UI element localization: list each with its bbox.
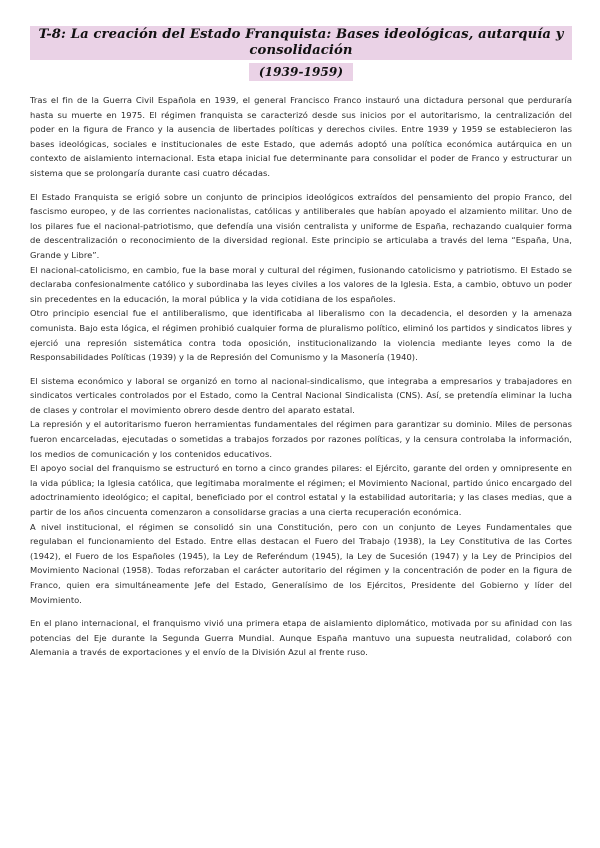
paragraph-apoyo-social: El apoyo social del franquismo se estructuró en torno a cinco grandes pilares: el Ejército, garante del orden y omnipresente en la vida pública; la Iglesia católica, que legitimaba moralmente el régimen; el Movimiento Nacional, partido único encargado del adoctrinamiento ideológico; el capital, beneficiado por el control estatal y la estabilidad autoritaria; y las clases medias, que a partir de los años cincuenta comenzaron a consolidarse gracias a una cierta recuperación económica. (30, 463, 572, 518)
document-subtitle-dates: (1939-1959) (249, 63, 353, 81)
paragraph-institucional: A nivel institucional, el régimen se consolidó sin una Constitución, pero con un conjunto de Leyes Fundamentales que regulaban el funcionamiento del Estado. Entre ellas destacan el Fuero del Trabajo (1938), la Ley Constitutiva de las Cortes (1942), el Fuero de los Españoles (1945), la Ley de Referéndum (1945), la Ley de Sucesión (1947) y la Ley de Principios del Movimiento Nacional (1958). Todas reforzaban el carácter autoritario del régimen y la concentración de poder en la figura de Franco, quien era simultáneamente Jefe del Estado, Generalísimo de los Ejércitos, Presidente del Gobierno y líder del Movimiento. (30, 521, 572, 605)
document-body (30, 93, 572, 660)
document-title: T-8: La creación del Estado Franquista: Bases ideológicas, autarquía y consolidación (30, 26, 572, 60)
paragraph-nacional-sindicalismo: El sistema económico y laboral se organizó en torno al nacional-sindicalismo, que integraba a empresarios y trabajadores en sindicatos verticales controlados por el Estado, como la Central Nacional Sindicalista (CNS). Así, se pretendía eliminar la lucha de clases y controlar el movimiento obrero desde dentro del aparato estatal. (30, 375, 572, 415)
title-block (30, 26, 572, 81)
paragraph-intro: Tras el fin de la Guerra Civil Española en 1939, el general Francisco Franco instauró una dictadura personal que perduraría hasta su muerte en 1975. El régimen franquista se caracterizó desde sus inicios por el autoritarismo, la centralización del poder en la figura de Franco y la ausencia de libertades políticas y derechos civiles. Entre 1939 y 1959 se establecieron las bases ideológicas, sociales e institucionales de este Estado, que además adoptó una política económica autárquica en un contexto de aislamiento internacional. Esta etapa inicial fue determinante para consolidar el poder de Franco y estructurar un sistema que se prolongaría durante casi cuatro décadas. (30, 95, 572, 178)
paragraph-antiliberalismo: Otro principio esencial fue el antiliberalismo, que identificaba al liberalismo con la decadencia, el desorden y la amenaza comunista. Bajo esta lógica, el régimen prohibió cualquier forma de pluralismo político, eliminó los partidos y sindicatos libres y ejerció una represión sistemática contra toda oposición, institucionalizando la violencia mediante leyes como la de Responsabilidades Políticas (1939) y la de Represión del Comunismo y la Masonería (1940). (30, 308, 572, 363)
paragraph-represion: La represión y el autoritarismo fueron herramientas fundamentales del régimen para garantizar su dominio. Miles de personas fueron encarceladas, ejecutadas o sometidas a trabajos forzados por razones políticas, y la censura controlaba la información, los medios de comunicación y los contenidos educativos. (30, 419, 572, 459)
paragraph-nacional-catolicismo: El nacional-catolicismo, en cambio, fue la base moral y cultural del régimen, fusionando catolicismo y patriotismo. El Estado se declaraba confesionalmente católico y subordinaba las leyes civiles a los valores de la Iglesia. Esta, a cambio, obtuvo un poder sin precedentes en la educación, la moral pública y la vida cotidiana de los españoles. (30, 264, 572, 304)
paragraph-internacional: En el plano internacional, el franquismo vivió una primera etapa de aislamiento diplomático, motivada por su afinidad con las potencias del Eje durante la Segunda Guerra Mundial. Aunque España mantuvo una supuesta neutralidad, colaboró con Alemania a través de exportaciones y el envío de la División Azul al frente ruso. (30, 618, 572, 658)
paragraph-ideology: El Estado Franquista se erigió sobre un conjunto de principios ideológicos extraídos del pensamiento del propio Franco, del fascismo europeo, y de las corrientes nacionalistas, católicas y antiliberales que habían apoyado el alzamiento militar. Uno de los pilares fue el nacional-patriotismo, que defendía una visión centralista y uniforme de España, rechazando cualquier forma de descentralización o reconocimiento de la diversidad regional. Este principio se articulaba a través del lema “España, Una, Grande y Libre”. (30, 191, 572, 260)
